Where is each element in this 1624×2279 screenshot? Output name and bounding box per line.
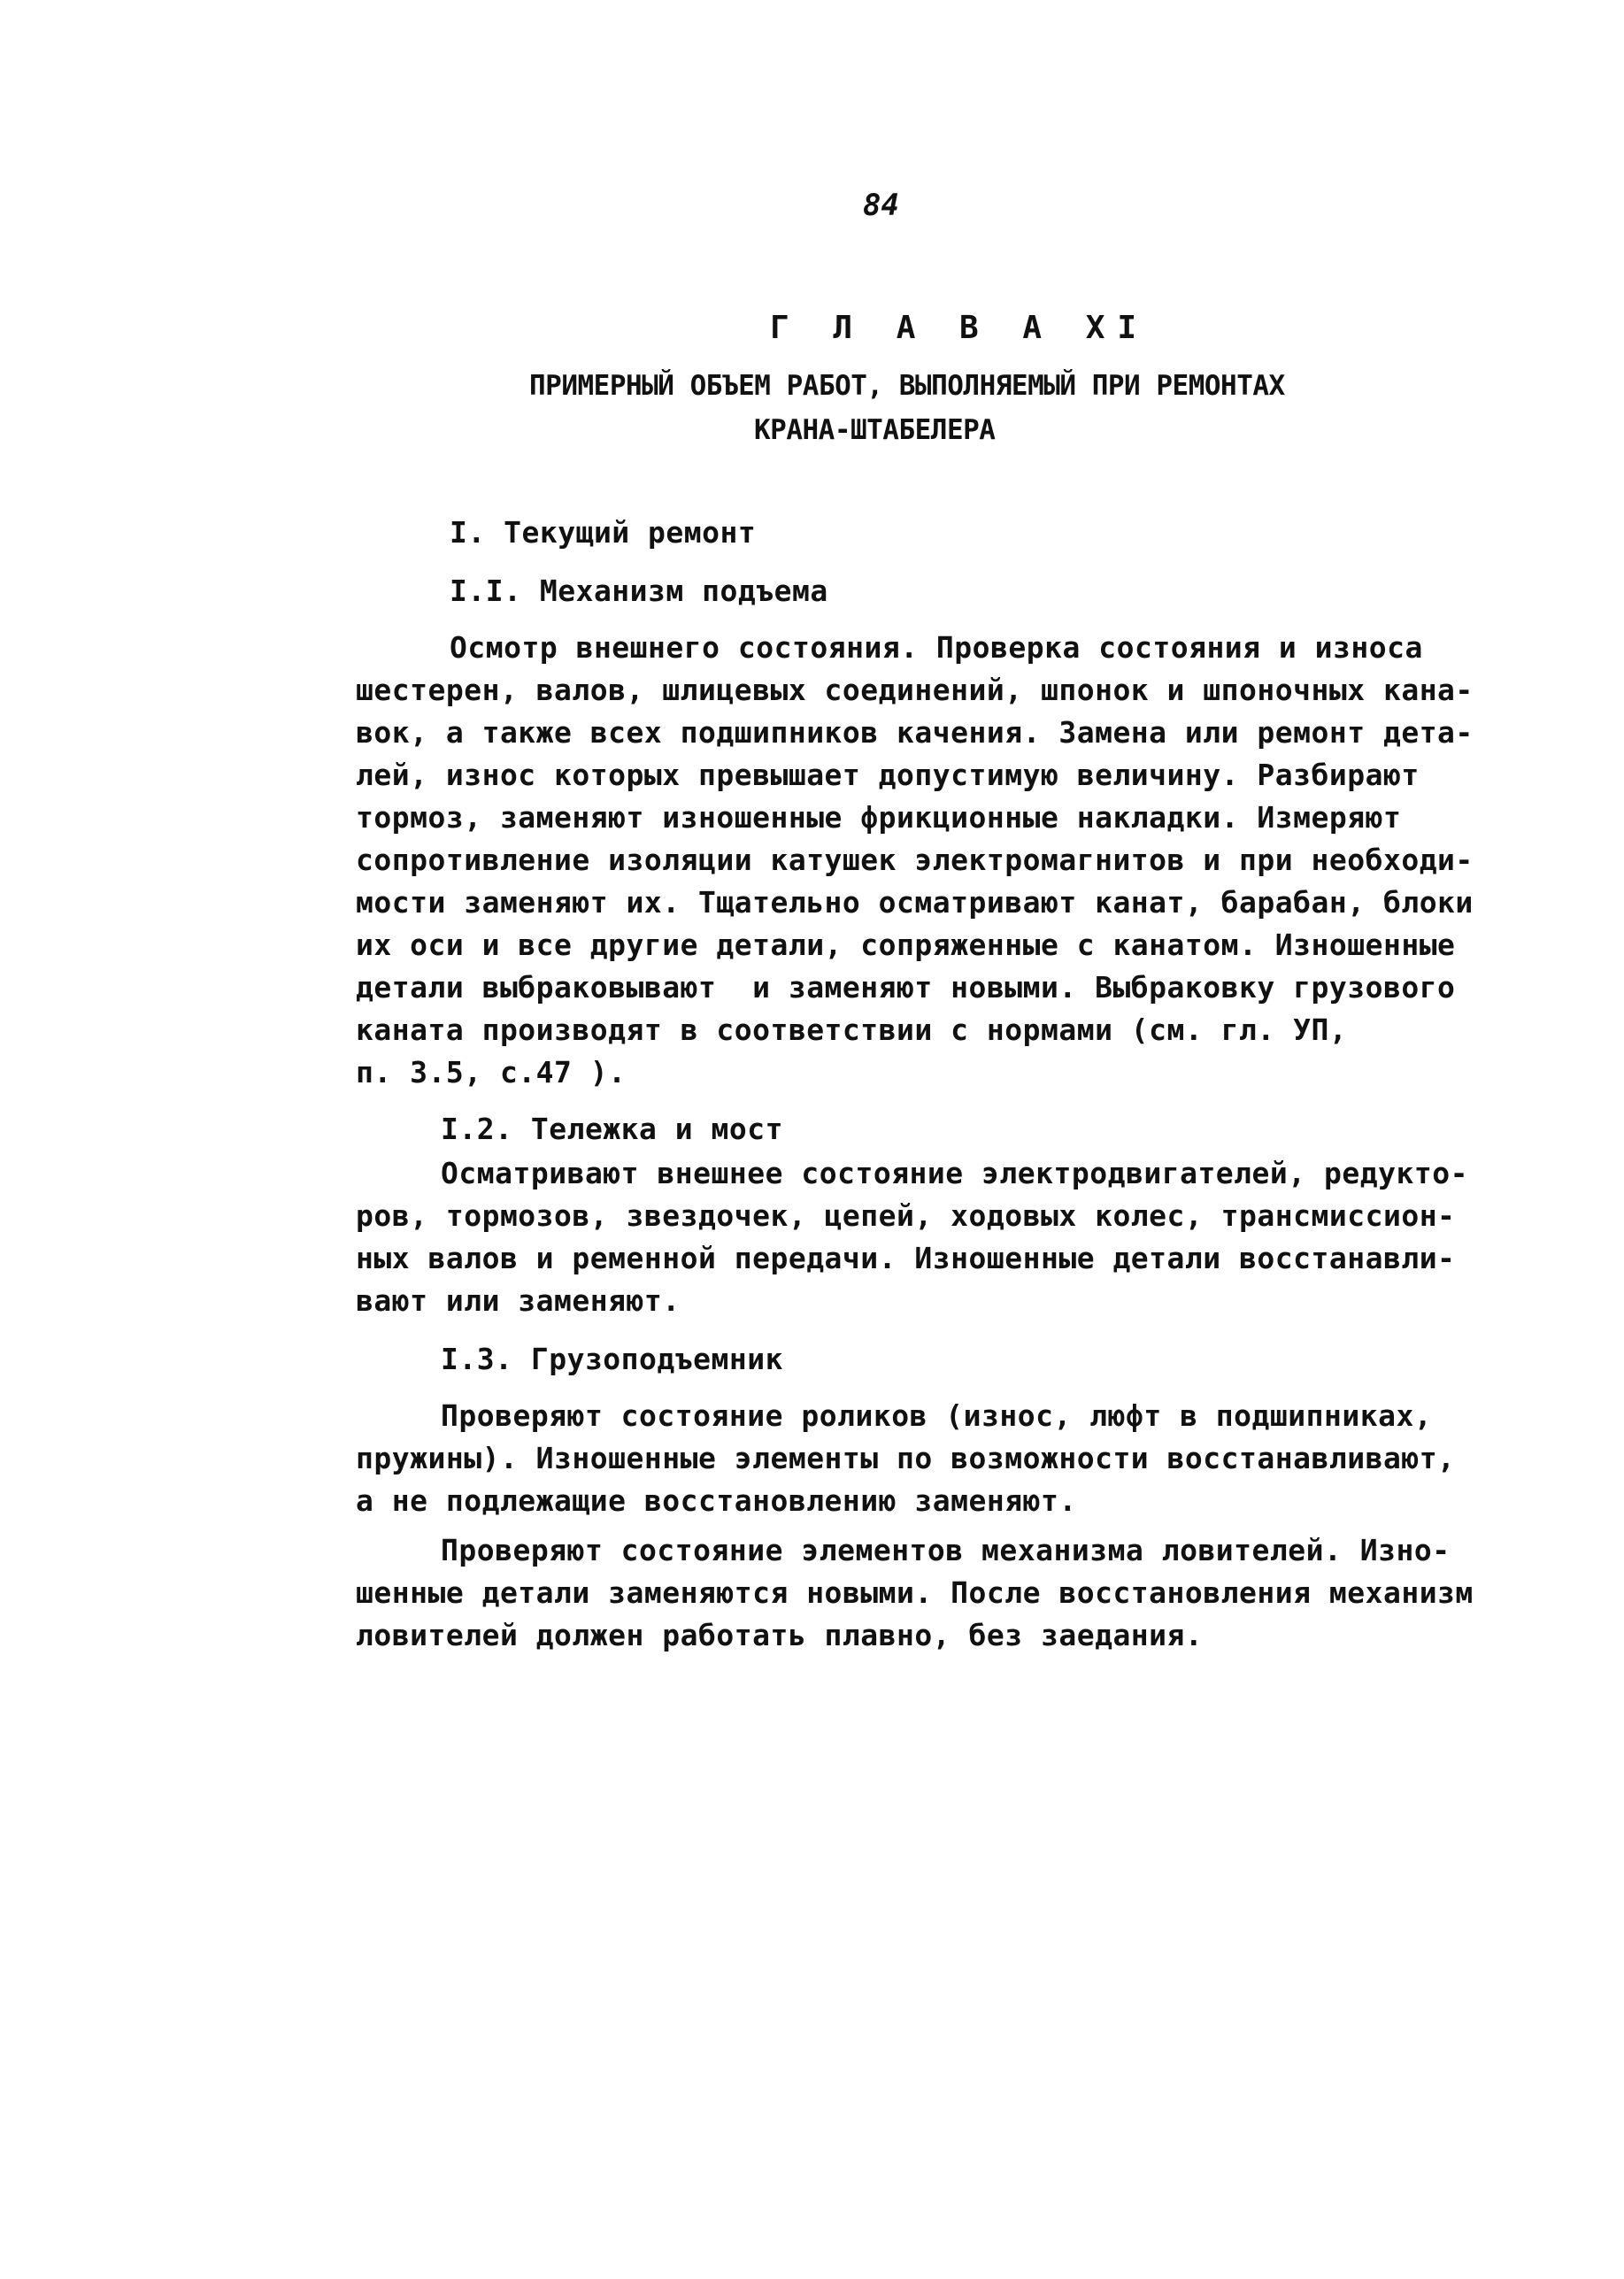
subsection-heading-trolley-and-bridge: I.2. Тележка и мост	[441, 1112, 783, 1146]
subsection-heading-lifting-mechanism: I.I. Механизм подъема	[450, 574, 828, 608]
paragraph-line: ров, тормозов, звездочек, цепей, ходовых колес, трансмиссион-	[356, 1198, 1456, 1233]
chapter-heading: Г Л А В А XI	[770, 310, 1150, 346]
chapter-title-line-1: ПРИМЕРНЫЙ ОБЪЕМ РАБОТ, ВЫПОЛНЯЕМЫЙ ПРИ РЕМОНТАХ	[529, 370, 1285, 402]
paragraph-line: шестерен, валов, шлицевых соединений, шпонок и шпоночных кана-	[356, 673, 1474, 707]
paragraph-line: Осмотр внешнего состояния. Проверка состояния и износа	[450, 630, 1423, 665]
subsection-heading-cargo-lift: I.3. Грузоподъемник	[441, 1342, 783, 1376]
paragraph-line: Проверяют состояние роликов (износ, люфт в подшипниках,	[441, 1398, 1433, 1433]
section-heading-current-repair: I. Текущий ремонт	[450, 515, 757, 550]
paragraph-line: их оси и все другие детали, сопряженные с канатом. Изношенные	[356, 928, 1456, 962]
paragraph-line: ловителей должен работать плавно, без заедания.	[356, 1618, 1204, 1652]
paragraph-line: вок, а также всех подшипников качения. Замена или ремонт дета-	[356, 715, 1474, 750]
chapter-title-line-2: КРАНА-ШТАБЕЛЕРА	[754, 414, 996, 446]
paragraph-line: ных валов и ременной передачи. Изношенные детали восстанавли-	[356, 1241, 1456, 1275]
page-number: 84	[863, 188, 899, 223]
paragraph-line: тормоз, заменяют изношенные фрикционные накладки. Измеряют	[356, 800, 1402, 835]
paragraph-line: п. 3.5, с.47 ).	[356, 1055, 627, 1089]
paragraph-line: вают или заменяют.	[356, 1283, 681, 1318]
paragraph-line: детали выбраковывают и заменяют новыми. Выбраковку грузового	[356, 970, 1456, 1005]
paragraph-line: пружины). Изношенные элементы по возможности восстанавливают,	[356, 1441, 1456, 1475]
paragraph-line: Осматривают внешнее состояние электродвигателей, редукто-	[441, 1156, 1468, 1190]
paragraph-line: Проверяют состояние элементов механизма ловителей. Изно-	[441, 1533, 1451, 1567]
paragraph-line: лей, износ которых превышает допустимую величину. Разбирают	[356, 758, 1420, 792]
paragraph-line: а не подлежащие восстановлению заменяют.	[356, 1483, 1077, 1518]
paragraph-line: сопротивление изоляции катушек электромагнитов и при необходи-	[356, 843, 1474, 877]
paragraph-line: каната производят в соответствии с нормами (см. гл. УП,	[356, 1012, 1348, 1047]
paragraph-line: мости заменяют их. Тщательно осматривают канат, барабан, блоки	[356, 885, 1474, 920]
paragraph-line: шенные детали заменяются новыми. После восстановления механизм	[356, 1575, 1474, 1610]
